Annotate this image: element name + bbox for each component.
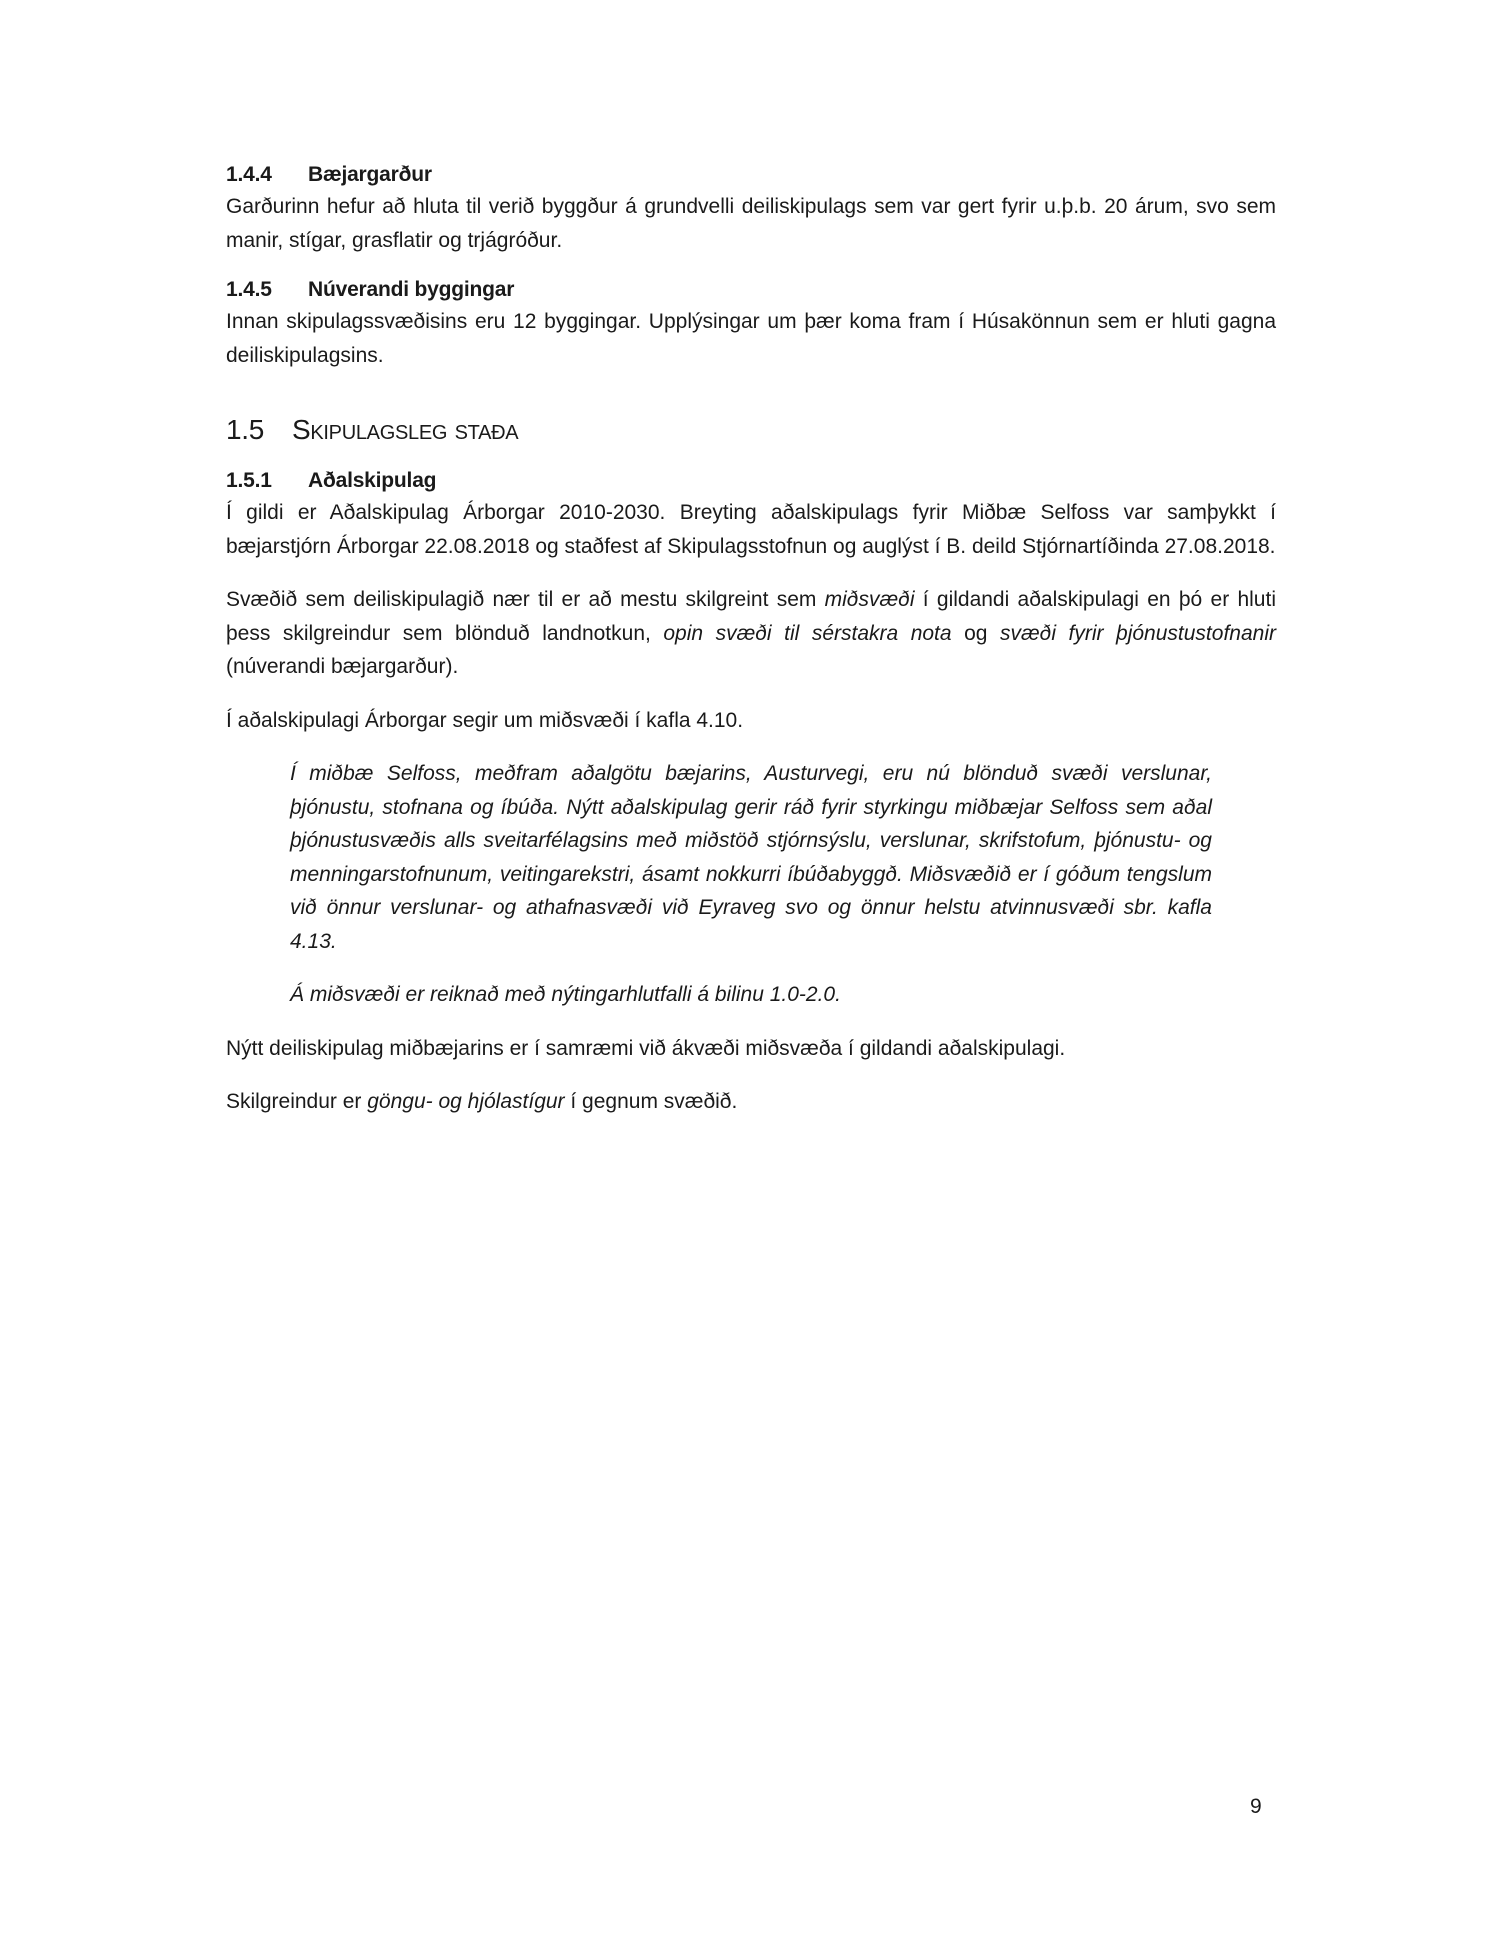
paragraph-skilgreindur: Skilgreindur er göngu- og hjólastígur í gegnum svæðið.	[226, 1090, 738, 1113]
term-opin-svaedi: opin svæði til sérstakra nota	[663, 621, 952, 645]
term-thjonustustofnanir: svæði fyrir þjónustustofnanir	[999, 621, 1276, 645]
block-quote-2: Á miðsvæði er reiknað með nýtingarhlutfalli á bilinu 1.0-2.0.	[290, 983, 841, 1006]
term-gongu-hjolastigur: göngu- og hjólastígur	[367, 1090, 565, 1113]
term-midsvaedi: miðsvæði	[824, 588, 915, 611]
heading-1-4-5	[226, 275, 1276, 305]
block-quote-1: Í miðbæ Selfoss, meðfram aðalgötu bæjarins, Austurvegi, eru nú blönduð svæði verslunar, þjónustu, stofnana og íbúða. Nýtt aðalskipulag gerir ráð fyrir styrkingu miðbæjar Selfoss sem aðal þjónustusvæðis alls sveitarfélagsins með miðstöð stjórnsýslu, verslunar, skrifstofum, þjónustu- og menningarstofnunum, veitingarekstri, ásamt nokkurri íbúðabyggð. Miðsvæðið er í góðum tengslum við önnur verslunar- og athafnasvæði við Eyraveg svo og önnur helstu atvinnusvæði sbr. kafla 4.13.	[290, 762, 1212, 953]
paragraph-adalskipulag-intro: Í gildi er Aðalskipulag Árborgar 2010-2030. Breyting aðalskipulags fyrir Miðbæ Selfoss var samþykkt í bæjarstjórn Árborgar 22.08.2018 og staðfest af Skipulagsstofnun og auglýst í B. deild Stjórnartíðinda 27.08.2018.	[226, 501, 1276, 558]
paragraph-kafli-4-10: Í aðalskipulagi Árborgar segir um miðsvæði í kafla 4.10.	[226, 708, 744, 732]
heading-1-4-4	[226, 160, 1276, 190]
heading-title: Bæjargarður	[308, 163, 432, 186]
paragraph-samraemi: Nýtt deiliskipulag miðbæjarins er í samræmi við ákvæði miðsvæða í gildandi aðalskipulagi.	[226, 1036, 1066, 1060]
heading-1-5	[226, 410, 1276, 450]
paragraph-svaedid: Svæðið sem deiliskipulagið nær til er að mestu skilgreint sem miðsvæði í gildandi aðalskipulagi en þó er hluti þess skilgreindur sem blönduð landnotkun, opin svæði til sérstakra nota og svæði fyrir þjónustustofnanir (núverandi bæjargarður).	[226, 588, 1276, 678]
heading-number: 1.4.4	[226, 163, 272, 186]
document-page	[226, 160, 1276, 1119]
heading-number: 1.5.1	[226, 469, 272, 492]
heading-1-5-1	[226, 466, 1276, 496]
paragraph-nuverandi-byggingar: Innan skipulagssvæðisins eru 12 byggingar. Upplýsingar um þær koma fram í Húsakönnun sem er hluti gagna deiliskipulagsins.	[226, 310, 1276, 367]
heading-title: Aðalskipulag	[308, 469, 437, 492]
section-title: Skipulagsleg staða	[292, 414, 519, 445]
heading-number: 1.4.5	[226, 278, 272, 301]
paragraph-baejargardur: Garðurinn hefur að hluta til verið byggður á grundvelli deiliskipulags sem var gert fyrir u.þ.b. 20 árum, svo sem manir, stígar, grasflatir og trjágróður.	[226, 195, 1276, 252]
section-number: 1.5	[226, 414, 265, 445]
heading-title: Núverandi byggingar	[308, 278, 515, 301]
page-number: 9	[1250, 1795, 1262, 1818]
